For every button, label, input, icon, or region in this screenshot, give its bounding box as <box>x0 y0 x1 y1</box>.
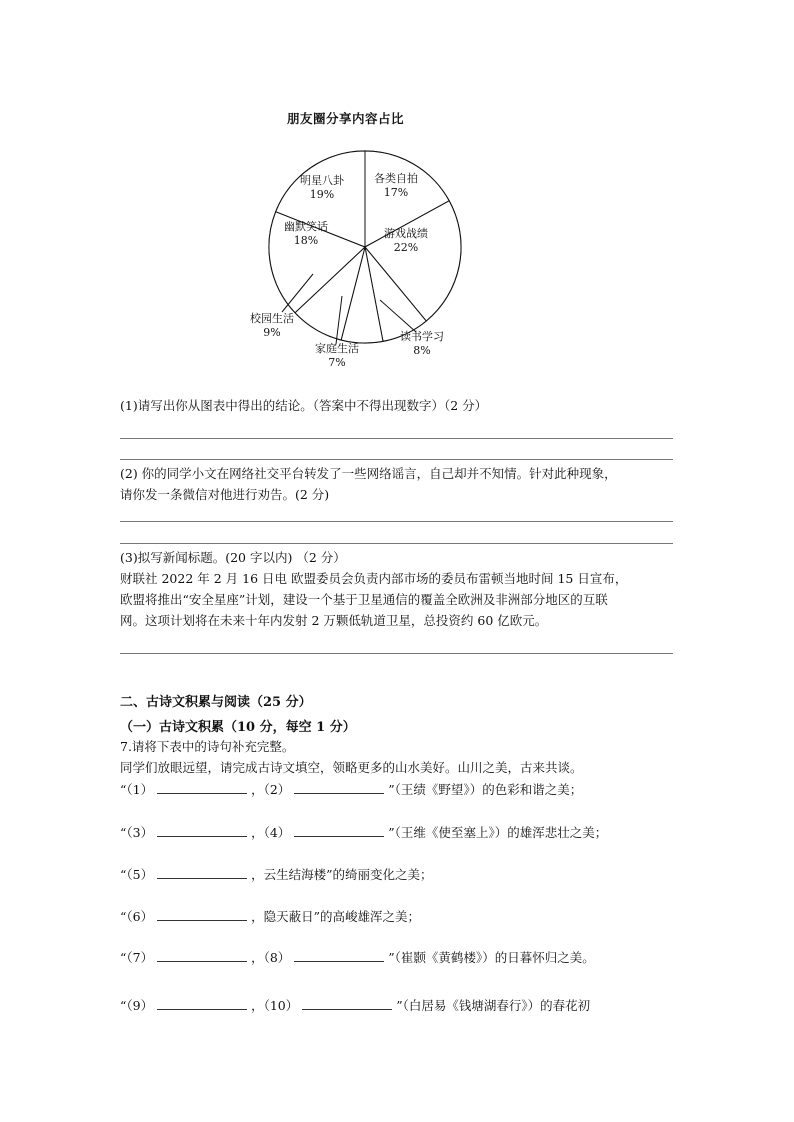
slice-name-3: 读书学习 <box>400 330 444 343</box>
slice-percent-3: 8% <box>413 344 431 357</box>
slice-percent-4: 7% <box>328 356 346 369</box>
slice-percent-6: 18% <box>293 234 319 247</box>
blank-7[interactable] <box>157 949 247 962</box>
section-2-subtitle: （一）古诗文积累（10 分，每空 1 分） <box>120 720 356 735</box>
question-3-title: (3)拟写新闻标题。(20 字以内) （2 分） <box>120 550 346 565</box>
slice-name-6: 幽默笑话 <box>284 220 328 233</box>
blank-9[interactable] <box>157 997 247 1010</box>
fill-row-5: “（7） ，（8） ”（崔颢《黄鹤楼》）的日暮怀归之美。 <box>120 950 595 965</box>
slice-name-5: 校园生活 <box>250 312 294 325</box>
chart-title: 朋友圈分享内容占比 <box>287 111 405 126</box>
blank-3[interactable] <box>157 824 247 837</box>
section-2-title: 二、古诗文积累与阅读（25 分） <box>120 695 312 710</box>
answer-line-5[interactable] <box>120 653 673 654</box>
slice-name-7: 明星八卦 <box>300 174 344 187</box>
blank-5[interactable] <box>157 866 247 879</box>
question-1: (1)请写出你从图表中得出的结论。（答案中不得出现数字）（2 分） <box>120 398 488 413</box>
slice-name-2: 游戏战绩 <box>384 227 428 240</box>
fill-row-2: “（3） ，（4） ”（王维《使至塞上》）的雄浑悲壮之美； <box>120 825 608 840</box>
slice-percent-1: 17% <box>383 186 409 199</box>
slice-name-4: 家庭生活 <box>315 342 359 355</box>
fill-row-1: “（1） ，（2） ”（王绩《野望》）的色彩和谐之美； <box>120 782 583 797</box>
blank-4[interactable] <box>294 824 384 837</box>
question-7: 7.请将下表中的诗句补充完整。 <box>120 739 295 754</box>
blank-10[interactable] <box>302 997 392 1010</box>
slice-percent-2: 22% <box>393 241 419 254</box>
question-2-line-2: 请你发一条微信对他进行劝告。(2 分) <box>120 487 330 502</box>
question-2-line-1: (2) 你的同学小文在网络社交平台转发了一些网络谣言，自己却并不知情。针对此种现象， <box>120 466 617 481</box>
slice-percent-5: 9% <box>263 326 281 339</box>
section-intro: 同学们放眼远望，请完成古诗文填空，领略更多的山水美好。山川之美，古来共谈。 <box>120 760 583 775</box>
news-text-line-1: 财联社 2022 年 2 月 16 日电 欧盟委员会负责内部市场的委员布雷顿当地时间 15 日宣布， <box>120 571 628 586</box>
news-text-line-3: 网。这项计划将在未来十年内发射 2 万颗低轨道卫星，总投资约 60 亿欧元。 <box>120 613 548 628</box>
answer-line-1[interactable] <box>120 438 673 439</box>
blank-8[interactable] <box>294 949 384 962</box>
blank-6[interactable] <box>157 908 247 921</box>
blank-2[interactable] <box>294 781 384 794</box>
slice-name-1: 各类自拍 <box>374 172 418 185</box>
fill-row-6: “（9） ，（10） ”（白居易《钱塘湖春行》）的春花初 <box>120 998 591 1013</box>
blank-1[interactable] <box>157 781 247 794</box>
news-text-line-2: 欧盟将推出“安全星座”计划，建设一个基于卫星通信的覆盖全欧洲及非洲部分地区的互联 <box>120 592 608 607</box>
slice-percent-7: 19% <box>309 188 335 201</box>
answer-line-4[interactable] <box>120 543 673 544</box>
answer-line-2[interactable] <box>120 459 673 460</box>
fill-row-4: “（6） ，隐天蔽日”的高峻雄浑之美； <box>120 909 420 924</box>
pie-chart <box>0 0 794 400</box>
fill-row-3: “（5） ，云生结海楼”的绮丽变化之美； <box>120 867 433 882</box>
answer-line-3[interactable] <box>120 521 673 522</box>
